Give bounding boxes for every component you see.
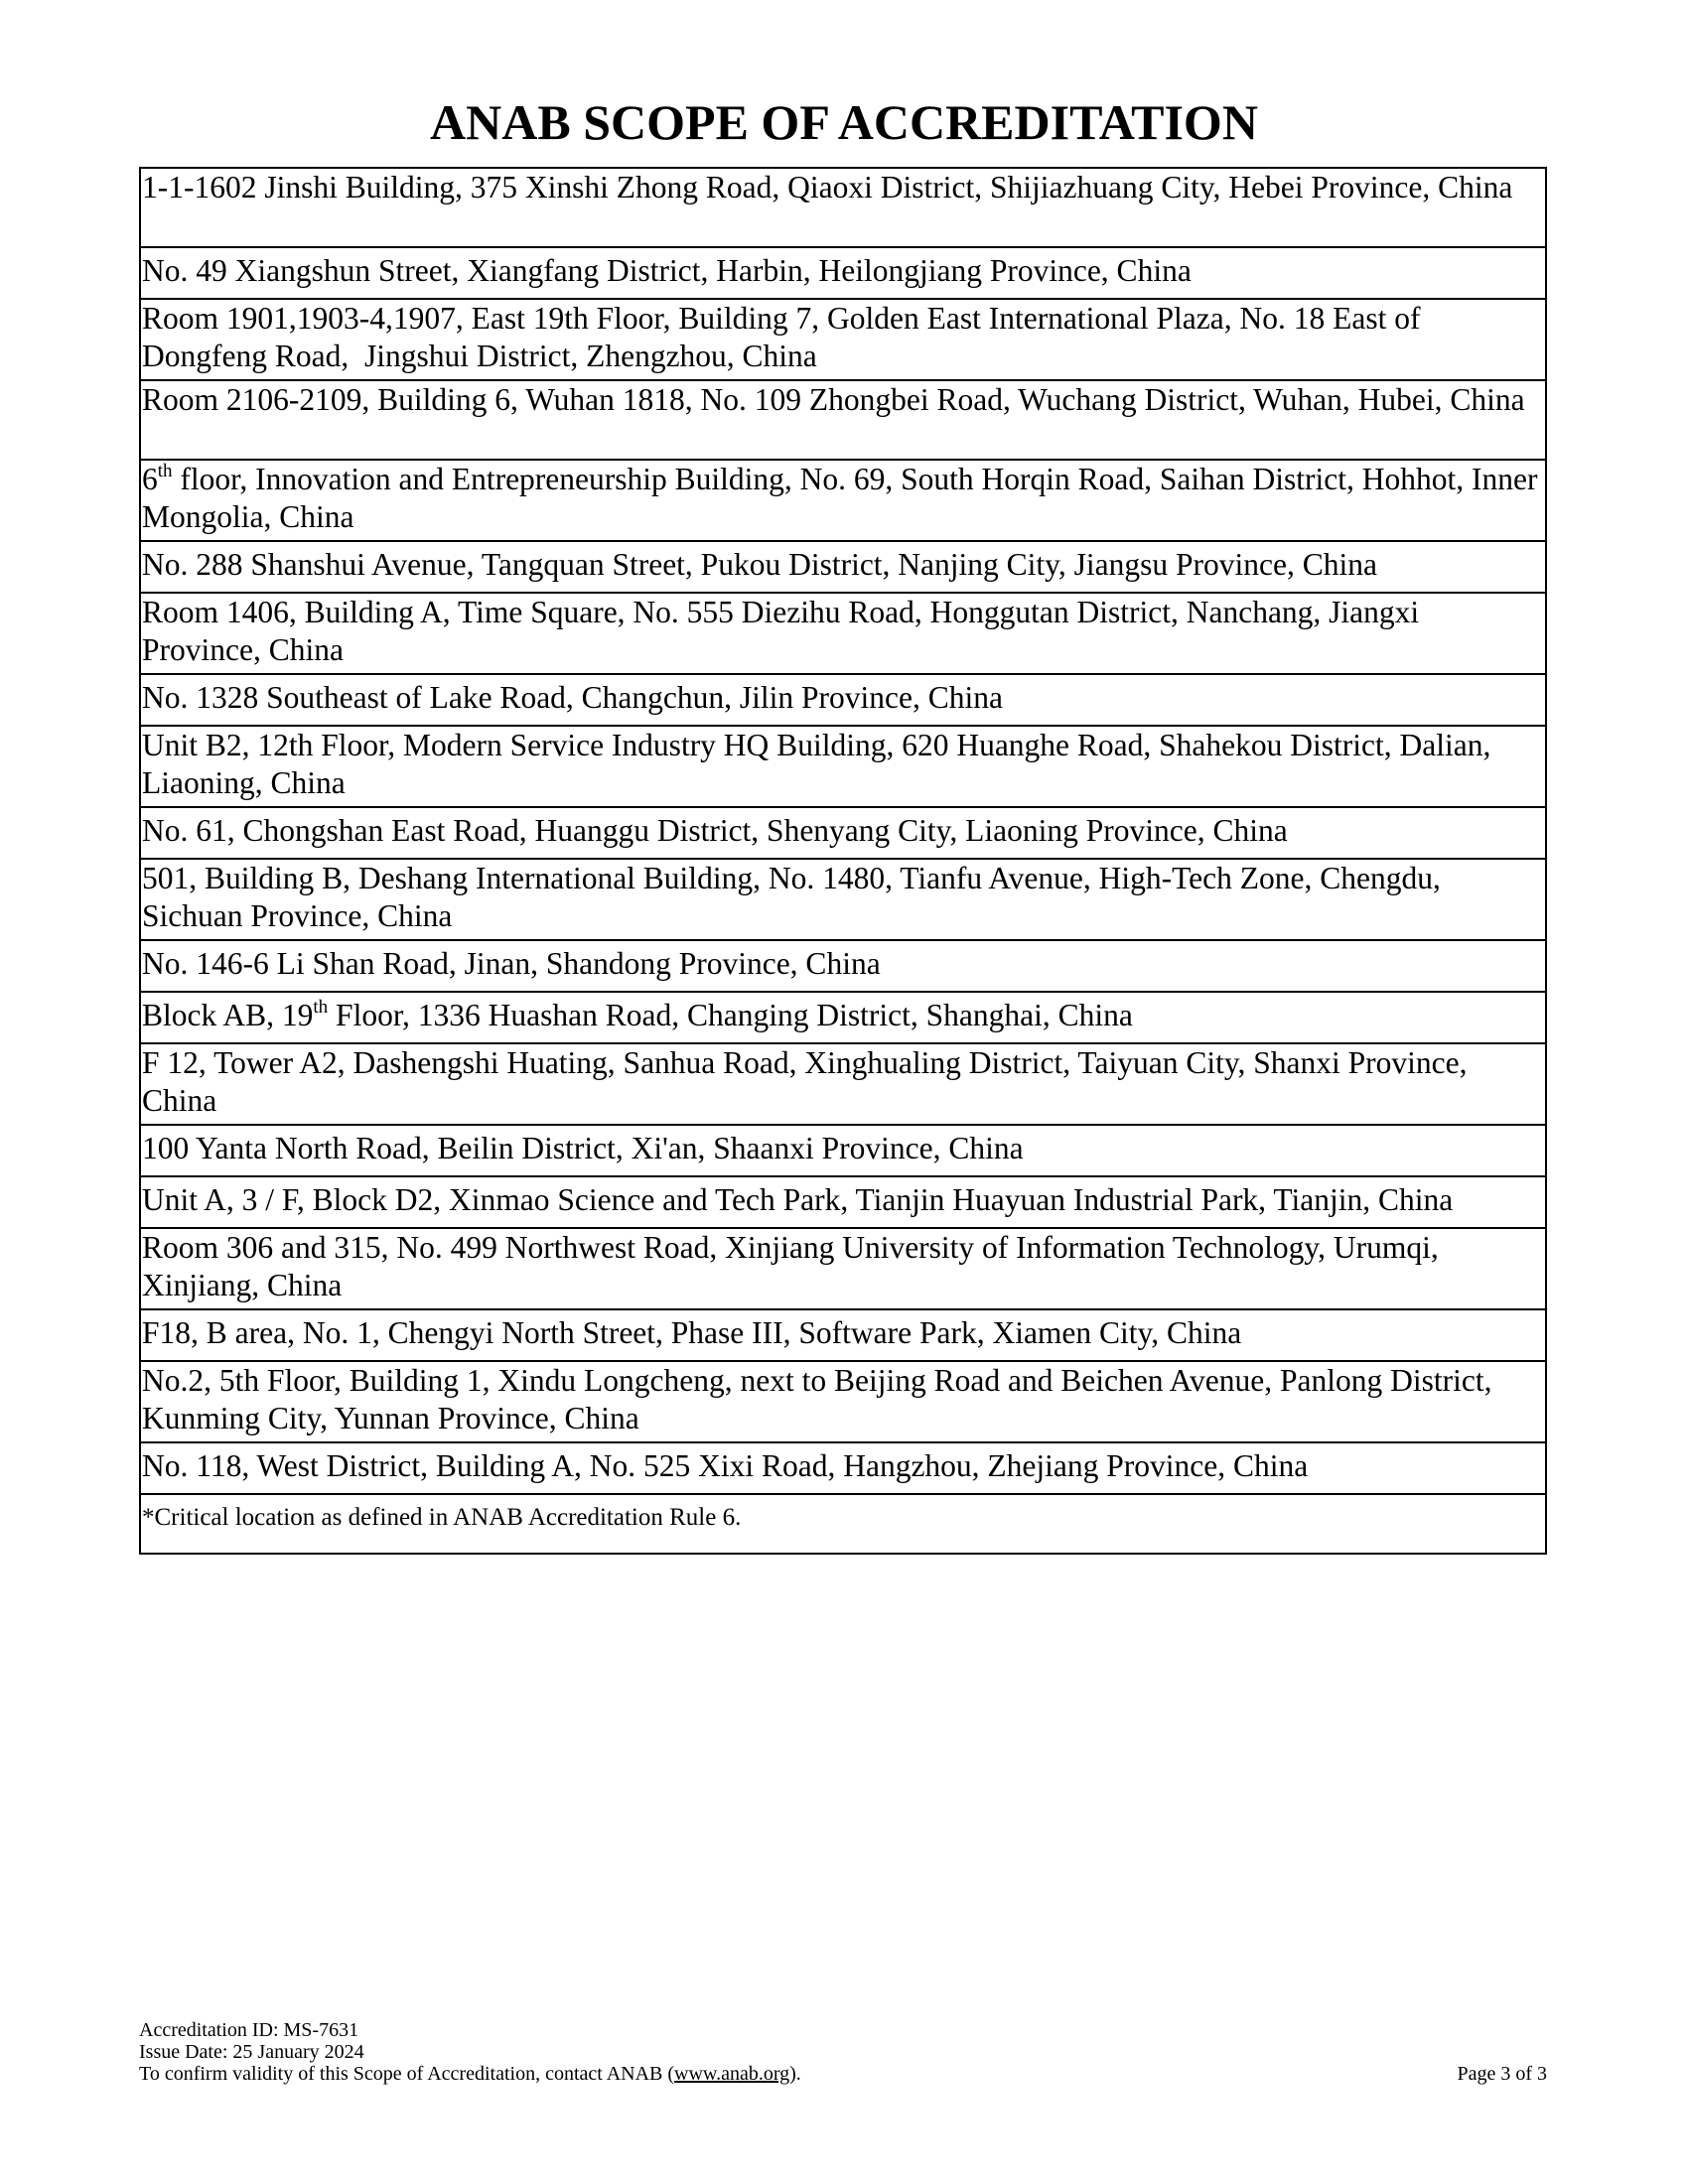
table-row bbox=[140, 859, 1546, 940]
table-row bbox=[140, 992, 1546, 1043]
location-cell: 100 Yanta North Road, Beilin District, Xi'an, Shaanxi Province, China bbox=[140, 1125, 1546, 1176]
location-cell: No. 1328 Southeast of Lake Road, Changchun, Jilin Province, China bbox=[140, 674, 1546, 726]
table-row bbox=[140, 726, 1546, 807]
location-cell: F18, B area, No. 1, Chengyi North Street, Phase III, Software Park, Xiamen City, China bbox=[140, 1309, 1546, 1361]
issue-date: Issue Date: 25 January 2024 bbox=[139, 2041, 364, 2063]
location-cell: No.2, 5th Floor, Building 1, Xindu Longcheng, next to Beijing Road and Beichen Avenue, Panlong District, Kunming City, Yunnan Province, China bbox=[140, 1361, 1546, 1442]
table-row bbox=[140, 1043, 1546, 1125]
location-cell: 501, Building B, Deshang International Building, No. 1480, Tianfu Avenue, High-Tech Zone, Chengdu, Sichuan Province, China bbox=[140, 859, 1546, 940]
anab-website-link[interactable]: www.anab.org bbox=[674, 2063, 790, 2085]
confirm-prefix: To confirm validity of this Scope of Accreditation, contact ANAB ( bbox=[139, 2063, 675, 2085]
location-text-after: Floor, 1336 Huashan Road, Changing District, Shanghai, China bbox=[328, 998, 1133, 1032]
location-cell bbox=[140, 460, 1546, 541]
locations-table bbox=[139, 167, 1547, 1555]
location-cell: Room 2106-2109, Building 6, Wuhan 1818, No. 109 Zhongbei Road, Wuchang District, Wuhan, Hubei, China bbox=[140, 380, 1546, 460]
location-cell: Room 1901,1903-4,1907, East 19th Floor, Building 7, Golden East International Plaza, No. 18 East of Dongfeng Road, Jingshui District, Zhengzhou, China bbox=[140, 299, 1546, 380]
location-text-before: Block AB, 19 bbox=[142, 998, 314, 1032]
location-cell: Room 306 and 315, No. 499 Northwest Road, Xinjiang University of Information Technology, Urumqi, Xinjiang, China bbox=[140, 1228, 1546, 1309]
table-row bbox=[140, 940, 1546, 992]
table-row bbox=[140, 1228, 1546, 1309]
critical-location-note: *Critical location as defined in ANAB Accreditation Rule 6. bbox=[140, 1494, 1546, 1554]
footer bbox=[139, 2019, 1547, 2085]
location-cell: Room 1406, Building A, Time Square, No. 555 Diezihu Road, Honggutan District, Nanchang, Jiangxi Province, China bbox=[140, 593, 1546, 674]
table-row bbox=[140, 1125, 1546, 1176]
table-row bbox=[140, 541, 1546, 593]
document-title: ANAB SCOPE OF ACCREDITATION bbox=[430, 94, 1258, 150]
location-text-before: 6 bbox=[142, 462, 158, 496]
location-cell: No. 118, West District, Building A, No. 525 Xixi Road, Hangzhou, Zhejiang Province, China bbox=[140, 1442, 1546, 1494]
superscript: th bbox=[157, 461, 173, 481]
location-cell: Unit A, 3 / F, Block D2, Xinmao Science and Tech Park, Tianjin Huayuan Industrial Park, Tianjin, China bbox=[140, 1176, 1546, 1228]
table-row bbox=[140, 807, 1546, 859]
table-row bbox=[140, 299, 1546, 380]
table-row bbox=[140, 1442, 1546, 1494]
confirm-suffix: ). bbox=[789, 2063, 801, 2085]
location-cell: No. 146-6 Li Shan Road, Jinan, Shandong Province, China bbox=[140, 940, 1546, 992]
location-cell bbox=[140, 992, 1546, 1043]
location-text-after: floor, Innovation and Entrepreneurship Building, No. 69, South Horqin Road, Saihan District, Hohhot, Inner Mongolia, China bbox=[142, 462, 1546, 534]
location-cell: No. 61, Chongshan East Road, Huanggu District, Shenyang City, Liaoning Province, China bbox=[140, 807, 1546, 859]
table-row bbox=[140, 247, 1546, 299]
page-number: Page 3 of 3 bbox=[1457, 2063, 1547, 2085]
confirm-validity-text bbox=[139, 2063, 1547, 2085]
table-row bbox=[140, 460, 1546, 541]
table-row bbox=[140, 380, 1546, 460]
accreditation-id: Accreditation ID: MS-7631 bbox=[139, 2019, 359, 2041]
superscript: th bbox=[313, 997, 329, 1018]
location-cell: F 12, Tower A2, Dashengshi Huating, Sanhua Road, Xinghualing District, Taiyuan City, Shanxi Province, China bbox=[140, 1043, 1546, 1125]
table-row bbox=[140, 1176, 1546, 1228]
table-row bbox=[140, 1361, 1546, 1442]
table-row bbox=[140, 168, 1546, 247]
location-cell: No. 288 Shanshui Avenue, Tangquan Street, Pukou District, Nanjing City, Jiangsu Province, China bbox=[140, 541, 1546, 593]
table-row-note bbox=[140, 1494, 1546, 1554]
table-row bbox=[140, 593, 1546, 674]
table-row bbox=[140, 1309, 1546, 1361]
location-cell: No. 49 Xiangshun Street, Xiangfang District, Harbin, Heilongjiang Province, China bbox=[140, 247, 1546, 299]
location-cell: 1-1-1602 Jinshi Building, 375 Xinshi Zhong Road, Qiaoxi District, Shijiazhuang City, Hebei Province, China bbox=[140, 168, 1546, 247]
location-cell: Unit B2, 12th Floor, Modern Service Industry HQ Building, 620 Huanghe Road, Shahekou District, Dalian, Liaoning, China bbox=[140, 726, 1546, 807]
table-row bbox=[140, 674, 1546, 726]
